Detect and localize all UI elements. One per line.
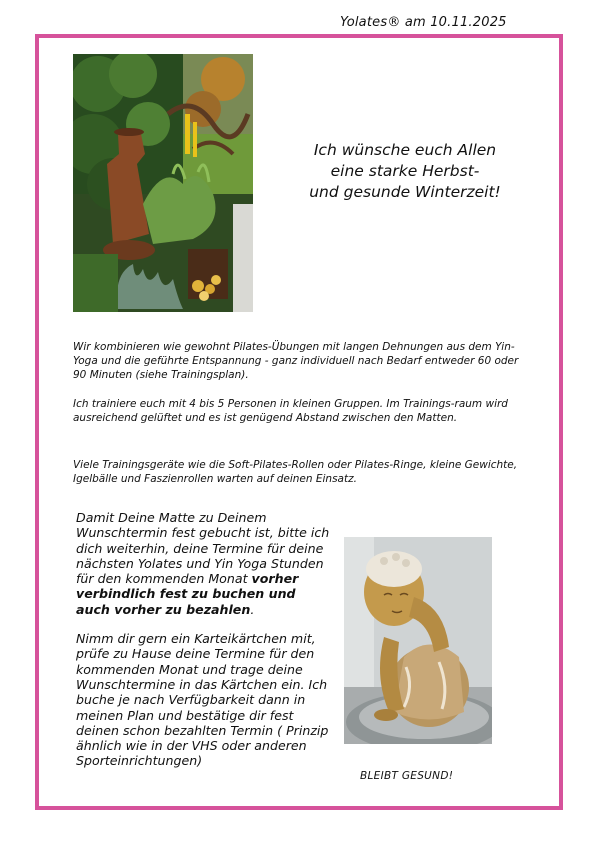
greeting-line: und gesunde Winterzeit! (309, 183, 501, 201)
paragraph-equipment: Viele Trainingsgeräte wie die Soft-Pilates-Rollen oder Pilates-Ringe, kleine Gewichte, Igelbälle und Faszienrollen warten auf deinen Einsatz. (73, 459, 518, 485)
greeting-line: eine starke Herbst- (330, 162, 480, 180)
paragraph-groups: Ich trainiere euch mit 4 bis 5 Personen in kleinen Gruppen. Im Trainings-raum wird ausreichend gelüftet und es ist genügend Abstand zwischen den Matten. (73, 398, 508, 424)
greeting-line: Ich wünsche euch Allen (313, 141, 497, 159)
page-header: Yolates® am 10.11.2025 (340, 15, 507, 30)
closing-caption: BLEIBT GESUND! (360, 770, 454, 782)
booking-intro: Damit Deine Matte zu Deinem Wunschtermin fest gebucht ist, bitte ich dich weiterhin, deine Termine für deine nächsten Yolates und Yin Yoga Stunden für den kommenden Monat (76, 510, 330, 587)
booking-instructions: Nimm dir gern ein Karteikärtchen mit, prüfe zu Hause deine Termine für den kommenden Monat und trage deine Wunschtermine in das Kärtchen ein. Ich buche je nach Verfügbarkeit dann in meinen Plan und bestätige dir fest deinen schon bezahlten Termin ( Prinzip ähnlich wie in der VHS oder anderen Sporteinrichtungen) (76, 631, 329, 769)
greeting-text (280, 140, 530, 203)
booking-period: . (250, 601, 255, 617)
paragraph-training: Wir kombinieren wie gewohnt Pilates-Übungen mit langen Dehnungen aus dem Yin-Yoga und die geführte Entspannung - ganz individuell nach Bedarf entweder 60 oder 90 Minuten (siehe Trainingsplan). (73, 341, 519, 381)
booking-info (76, 510, 331, 769)
booking-emphasis: vorher verbindlich fest zu buchen und auch vorher zu bezahlen (76, 571, 299, 617)
buddha-photo (344, 537, 492, 744)
garden-photo (73, 54, 253, 312)
